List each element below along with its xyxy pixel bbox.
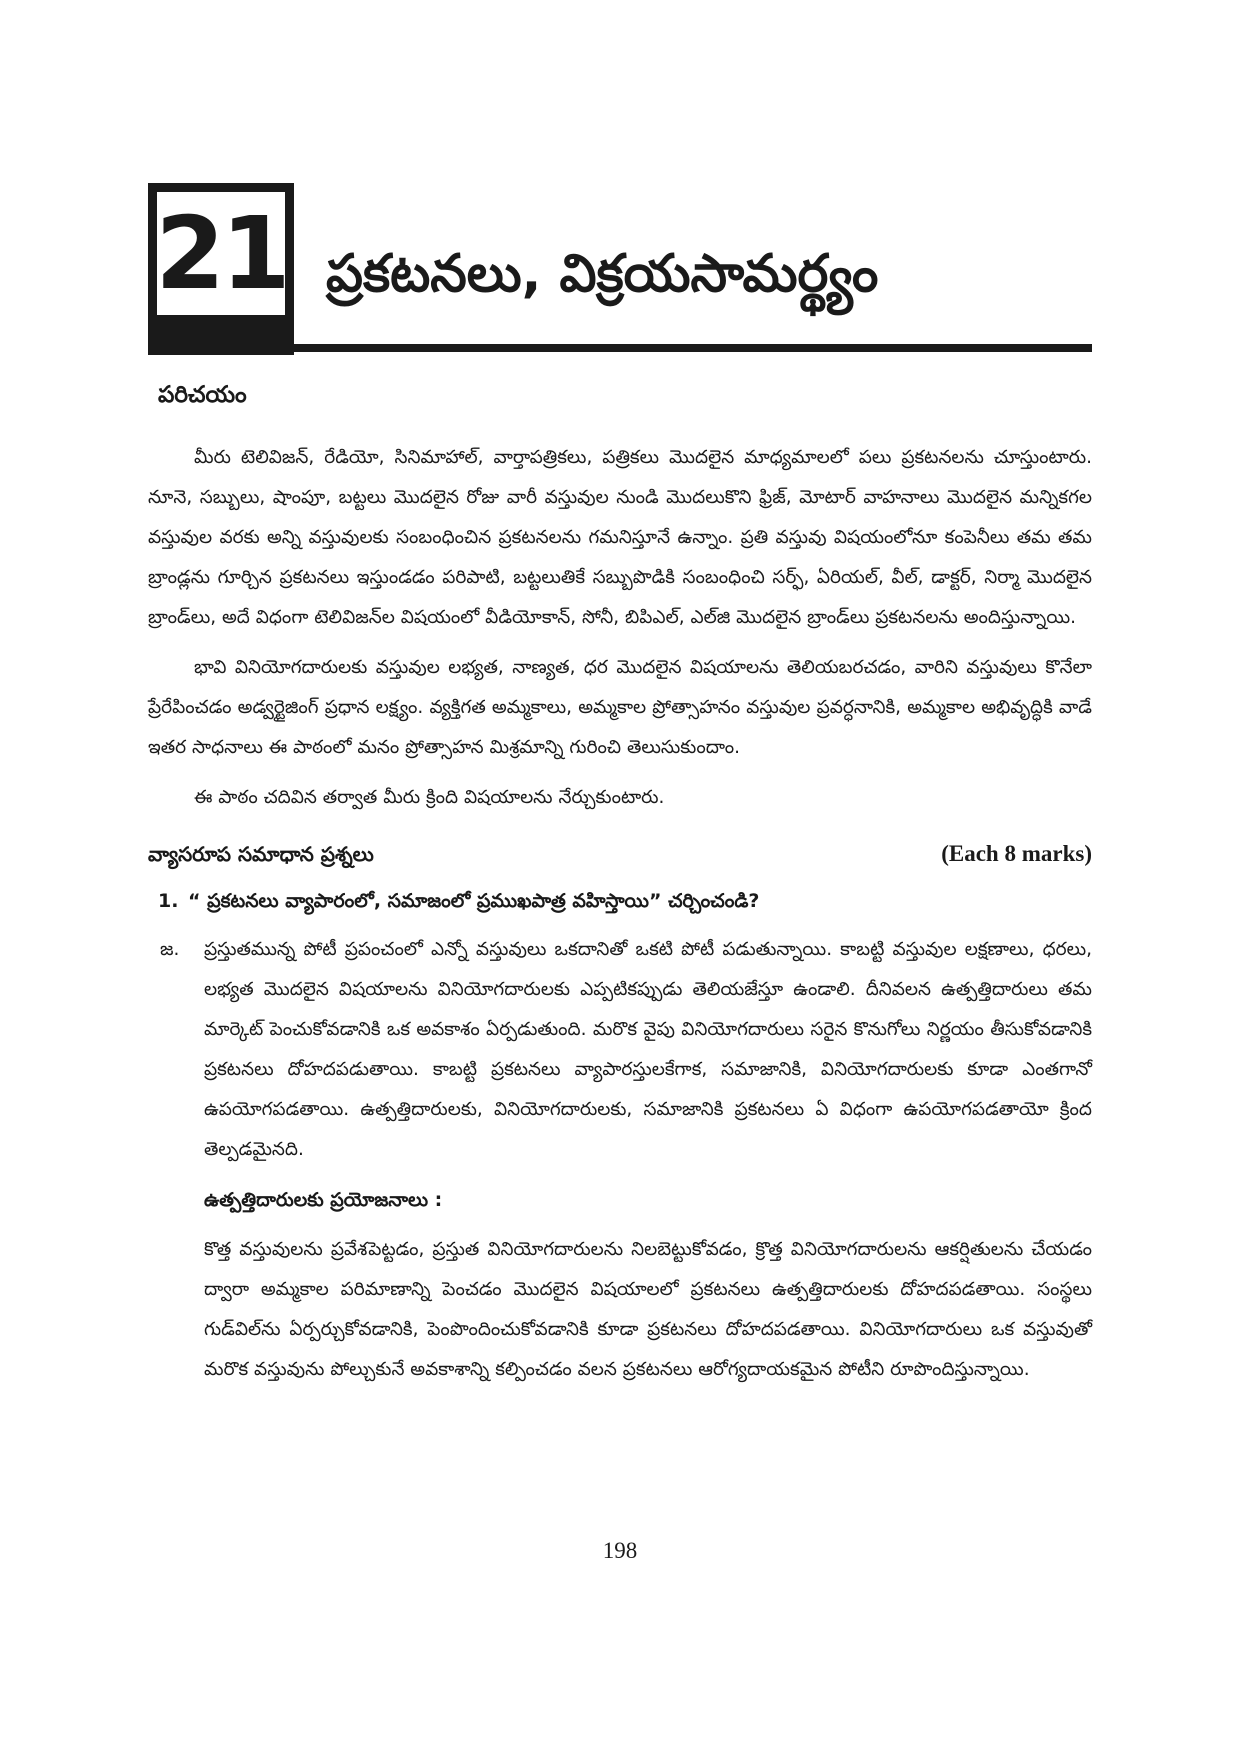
intro-paragraph-1: మీరు టెలివిజన్, రేడియో, సినిమాహాల్, వార్తాపత్రికలు, పత్రికలు మొదలైన మాధ్యమాలలో పలు ప్రకటనలను చూస్తుంటారు. నూనె, సబ్బులు, షాంపూ, బట్టలు మొదలైన రోజు వారీ వస్తువుల నుండి మొదలుకొని ఫ్రిజ్, మోటార్ వాహనాలు మొదలైన మన్నికగల వస్తువుల వరకు అన్ని వస్తువులకు సంబంధించిన ప్రకటనలను గమనిస్తూనే ఉన్నాం. ప్రతి వస్తువు విషయంలోనూ కంపెనీలు తమ తమ బ్రాండ్లను గూర్చిన ప్రకటనలు ఇస్తుండడం పరిపాటి, బట్టలుతికే సబ్బుపొడికి సంబంధించి సర్ఫ్, ఏరియల్, వీల్, డాక్టర్, నిర్మా మొదలైన బ్రాండ్‌లు, అదే విధంగా టెలివిజన్‌ల విషయంలో వీడియోకాన్, సోనీ, బిపిఎల్, ఎల్‌జి మొదలైన బ్రాండ్‌లు ప్రకటనలను అందిస్తున్నాయి. [148, 447, 1092, 628]
page-content [148, 378, 1092, 1400]
intro-paragraph-3: ఈ పాఠం చదివిన తర్వాత మీరు క్రింది విషయాలను నేర్చుకుంటారు. [194, 787, 665, 808]
chapter-number-box [148, 183, 294, 355]
question-text: “ ప్రకటనలు వ్యాపారంలో, సమాజంలో ప్రముఖపాత్ర వహిస్తాయి” చర్చించండి? [188, 890, 760, 912]
chapter-header [148, 183, 1092, 355]
chapter-number-frame [157, 192, 285, 315]
answer-label: జ. [160, 939, 180, 960]
answer-body [204, 930, 1092, 1400]
intro-heading: పరిచయం [158, 382, 247, 408]
marks-label: (Each 8 marks) [941, 841, 1092, 866]
intro-paragraph-2: భావి వినియోగదారులకు వస్తువుల లభ్యత, నాణ్యత, ధర మొదలైన విషయాలను తెలియబరచడం, వారిని వస్తువులు కొనేలా ప్రేరేపించడం అడ్వర్టైజింగ్ ప్రధాన లక్ష్యం. వ్యక్తిగత అమ్మకాలు, అమ్మకాల ప్రోత్సాహనం వస్తువుల ప్రవర్ధనానికి, అమ్మకాల అభివృద్ధికి వాడే ఇతర సాధనాలు ఈ పాఠంలో మనం ప్రోత్సాహన మిశ్రమాన్ని గురించి తెలుసుకుందాం. [148, 657, 1092, 758]
question-1 [158, 882, 1092, 920]
producer-benefits-heading: ఉత్పత్తిదారులకు ప్రయోజనాలు : [204, 1189, 443, 1211]
question-number: 1. [158, 890, 179, 912]
questions-section-title: వ్యాసరూప సమాధాన ప్రశ్నలు [148, 842, 374, 866]
answer-1 [160, 930, 1092, 1400]
page-number: 198 [602, 1538, 638, 1563]
questions-section-header [148, 836, 1092, 872]
answer-paragraph: ప్రస్తుతమున్న పోటీ ప్రపంచంలో ఎన్నో వస్తువులు ఒకదానితో ఒకటి పోటీ పడుతున్నాయి. కాబట్టి వస్తువుల లక్షణాలు, ధరలు, లభ్యత మొదలైన విషయాలను వినియోగదారులకు ఎప్పటికప్పుడు తెలియజేస్తూ ఉండాలి. దీనివలన ఉత్పత్తిదారులు తమ మార్కెట్ పెంచుకోవడానికి ఒక అవకాశం ఏర్పడుతుంది. మరొక వైపు వినియోగదారులు సరైన కొనుగోలు నిర్ణయం తీసుకోవడానికి ప్రకటనలు దోహదపడుతాయి. కాబట్టి ప్రకటనలు వ్యాపారస్తులకేగాక, సమాజానికి, వినియోగదారులకు కూడా ఎంతగానో ఉపయోగపడతాయి. ఉత్పత్తిదారులకు, వినియోగదారులకు, సమాజానికి ప్రకటనలు ఏ విధంగా ఉపయోగపడతాయో క్రింద తెల్పడమైనది. [204, 939, 1092, 1160]
title-underline [294, 344, 1092, 352]
chapter-number: 21 [155, 194, 287, 312]
producer-benefits-paragraph: కొత్త వస్తువులను ప్రవేశపెట్టడం, ప్రస్తుత వినియోగదారులను నిలబెట్టుకోవడం, క్రొత్త వినియోగదారులను ఆకర్షితులను చేయడం ద్వారా అమ్మకాల పరిమాణాన్ని పెంచడం మొదలైన విషయాలలో ప్రకటనలు ఉత్పత్తిదారులకు దోహదపడతాయి. సంస్థలు గుడ్‌విల్‌ను ఏర్పర్చుకోవడానికి, పెంపొందించుకోవడానికి కూడా ప్రకటనలు దోహదపడతాయి. వినియోగదారులు ఒక వస్తువుతో మరొక వస్తువును పోల్చుకునే అవకాశాన్ని కల్పించడం వలన ప్రకటనలు ఆరోగ్యదాయకమైన పోటీని రూపొందిస్తున్నాయి. [204, 1239, 1092, 1380]
chapter-title: ప్రకటనలు, విక్రయసామర్థ్యం [326, 244, 879, 304]
